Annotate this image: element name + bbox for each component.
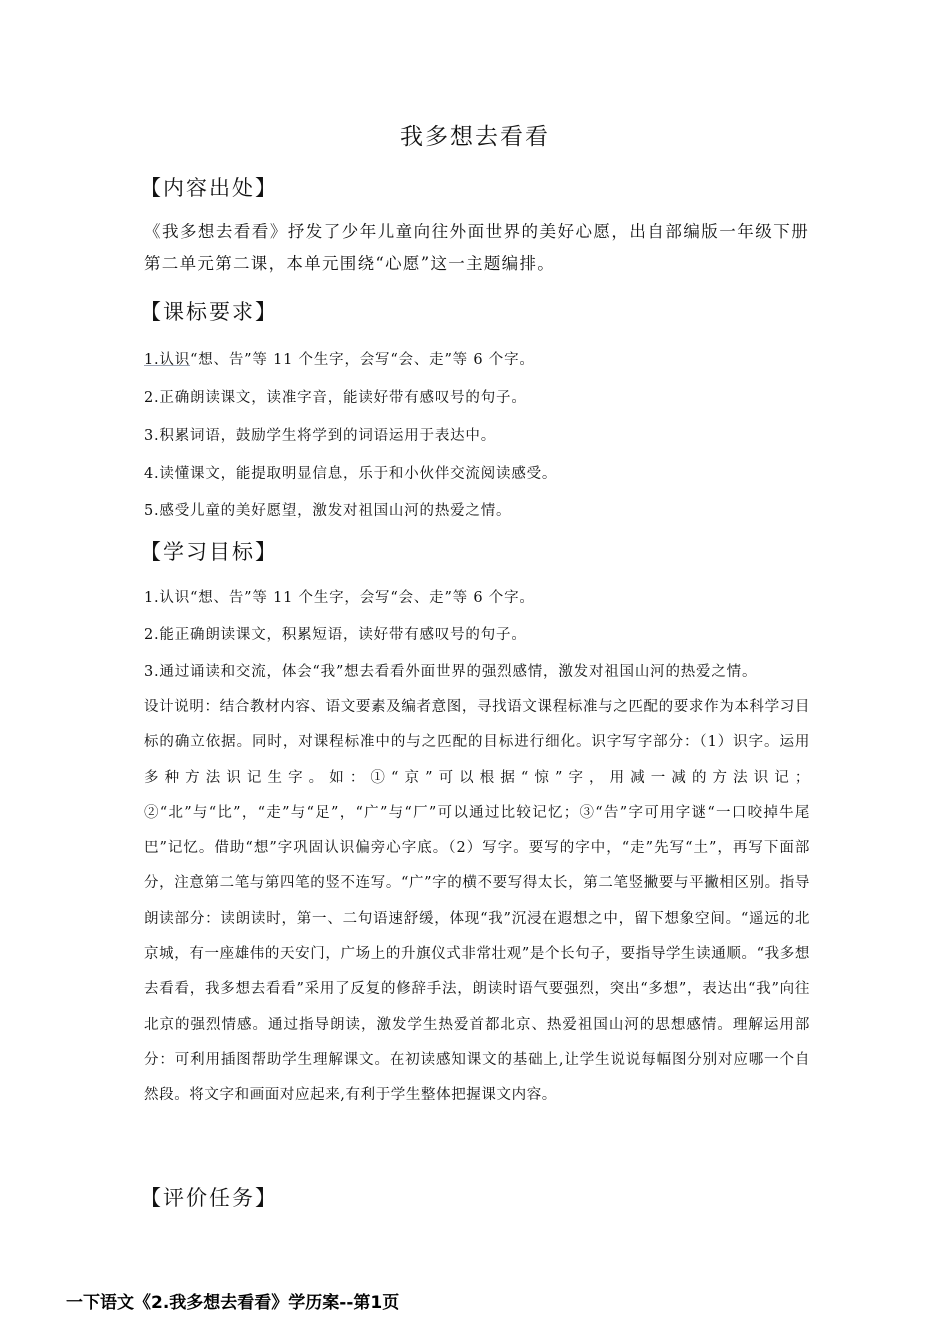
standards-item-5: 5.感受儿童的美好愿望，激发对祖国山河的热爱之情。 bbox=[144, 503, 512, 519]
standards-item-3: 3.积累词语，鼓励学生将学到的词语运用于表达中。 bbox=[144, 428, 497, 444]
standards-item-4: 4.读懂课文，能提取明显信息，乐于和小伙伴交流阅读感受。 bbox=[144, 466, 558, 482]
section-heading-standards: 【课标要求】 bbox=[140, 300, 278, 324]
objectives-item-3: 3.通过诵读和交流，体会“我”想去看看外面世界的强烈感情，激发对祖国山河的热爱之情。 bbox=[144, 664, 758, 680]
source-paragraph: 《我多想去看看》抒发了少年儿童向往外面世界的美好心愿，出自部编版一年级下册第二单元第二课，本单元围绕“心愿”这一主题编排。 bbox=[144, 222, 809, 273]
section-heading-evaluation: 【评价任务】 bbox=[140, 1186, 278, 1210]
section-heading-source: 【内容出处】 bbox=[140, 176, 278, 200]
page-footer: 一下语文《2.我多想去看看》学历案--第1页 bbox=[66, 1293, 400, 1313]
standards-item-1 bbox=[144, 348, 535, 369]
standards-item-2: 2.正确朗读课文，读准字音，能读好带有感叹号的句子。 bbox=[144, 390, 527, 406]
standards-item-1-prefix: 1.认识 bbox=[144, 352, 191, 368]
standards-item-1-text: “想、告”等 11 个生字，会写“会、走”等 6 个字。 bbox=[190, 352, 535, 368]
objectives-item-2: 2.能正确朗读课文，积累短语，读好带有感叹号的句子。 bbox=[144, 627, 527, 643]
section-heading-objectives: 【学习目标】 bbox=[140, 540, 278, 564]
design-note-paragraph: 设计说明：结合教材内容、语文要素及编者意图，寻找语文课程标准与之匹配的要求作为本科学习目标的确立依据。同时，对课程标准中的与之匹配的目标进行细化。识字写字部分：（1）识字。运用多种方法识记生字。如：①“京”可以根据“惊”字，用减一减的方法识记；②“北”与“比”，“走”与“足”，“广”与“厂”可以通过比较记忆；③“告”字可用字谜“一口咬掉牛尾巴”记忆。借助“想”字巩固认识偏旁心字底。（2）写字。要写的字中，“走”先写“土”，再写下面部分，注意第二笔与第四笔的竖不连写。“广”字的横不要写得太长，第二笔竖撇要与平撇相区别。指导朗读部分：读朗读时，第一、二句语速舒缓，体现“我”沉浸在遐想之中，留下想象空间。“遥远的北京城，有一座雄伟的天安门，广场上的升旗仪式非常壮观”是个长句子，要指导学生读通顺。“我多想去看看，我多想去看看”采用了反复的修辞手法，朗读时语气要强烈，突出“多想”，表达出“我”向往北京的强烈情感。通过指导朗读，激发学生热爱首都北京、热爱祖国山河的思想感情。理解运用部分：可利用插图帮助学生理解课文。在初读感知课文的基础上,让学生说说每幅图分别对应哪一个自然段。将文字和画面对应起来,有利于学生整体把握课文内容。 bbox=[144, 699, 810, 1104]
objectives-item-1: 1.认识“想、告”等 11 个生字，会写“会、走”等 6 个字。 bbox=[144, 590, 535, 606]
document-title: 我多想去看看 bbox=[400, 124, 550, 150]
